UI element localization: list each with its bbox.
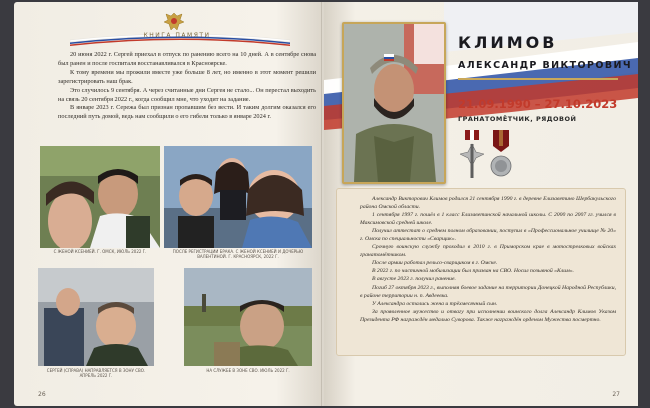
- photo-caption: С ЖЕНОЙ КСЕНИЕЙ. Г. ОМСК, ИЮЛЬ 2022 Г.: [53, 249, 147, 254]
- paragraph: Александр Викторович Климов родился 21 сентября 1990 г. в деревне Елизаветино Шербакульского района Омской области.: [360, 196, 616, 211]
- paragraph: За проявленное мужество и отвагу при исполнении воинского долга Александр Климов Указом Президента РФ награждён медалью Суворова. Также награждён орденом Мужества посмертно.: [360, 308, 616, 323]
- page-number: 26: [38, 391, 46, 398]
- gold-divider: [458, 78, 618, 80]
- photo-couple-selfie: [40, 146, 160, 248]
- portrait-frame: [342, 22, 446, 184]
- photo-airplane: [38, 268, 154, 366]
- paragraph: У Александра остались жена и трёхмесячный сын.: [372, 300, 498, 307]
- photo-field-service: [184, 268, 312, 366]
- photo-caption: ПОСЛЕ РЕГИСТРАЦИИ БРАКА. С ЖЕНОЙ КСЕНИЕЙ И ДОЧЕРЬЮ ВАЛЕНТИНОЙ. Г. КРАСНОЯРСК, 2022 Г.: [172, 249, 304, 259]
- paragraph: В январе 2023 г. Сережа был признан пропавшим без вести. И таким долгим оказался его последний путь домой, ведь нам сообщили о его гибели только в январе 2024 г.: [58, 104, 316, 121]
- biography-text: [360, 195, 616, 324]
- life-dates: 21.09.1990 – 27.10.2023: [458, 97, 618, 111]
- rank-label: ГРАНАТОМЁТЧИК, РЯДОВОЙ: [458, 115, 577, 123]
- book-title: КНИГА ПАМЯТИ: [143, 32, 211, 39]
- suvorov-medal-icon: [490, 130, 512, 184]
- paragraph: 20 июня 2022 г. Сергей приехал в отпуск по ранению всего на 10 дней. А в сентябре снова был ранен и после госпиталя восстанавливался в Красноярске.: [58, 51, 316, 67]
- surname-heading: КЛИМОВ: [458, 33, 558, 52]
- paragraph: Срочную воинскую службу проходил в 2010 г. в Приморском крае в мотострелковых войсках гранатомётчиком.: [360, 244, 616, 259]
- photo-caption: НА СЛУЖБЕ В ЗОНЕ СВО. ИЮЛЬ 2022 Г.: [206, 368, 290, 373]
- photo-caption: СЕРГЕЙ (СПРАВА) НАПРАВЛЯЕТСЯ В ЗОНУ СВО. АПРЕЛЬ 2022 Г.: [46, 368, 146, 378]
- paragraph: В 2022 г. по частичной мобилизации был призван на СВО. Носил позывной «Клим».: [372, 268, 574, 275]
- left-page: [14, 2, 322, 406]
- paragraph: После армии работал рельсо-сварщиком в г. Омске.: [372, 260, 498, 267]
- left-page-text: [58, 51, 316, 122]
- paragraph: 1 сентября 1997 г. пошёл в 1 класс Елизаветинской начальной школы. С 2000 по 2007 гг. учился в Максимовской средней школе.: [360, 212, 616, 227]
- eagle-emblem-icon: [162, 10, 186, 32]
- right-page: [324, 2, 638, 406]
- paragraph: Это случилось 9 сентября. А через считанные дни Сергея не стало... Он перестал выходить на связь 20 сентября 2022 г., когда сообщил мне, что уходит на задание.: [58, 86, 316, 103]
- paragraph: В августе 2023 г. получил ранение.: [372, 276, 456, 283]
- paragraph: Получил аттестат о среднем полном образовании, поступил в «Профессиональное училище № 20» г. Омска по специальности «Сварщик».: [360, 228, 616, 243]
- portrait-photo: [344, 24, 444, 182]
- page-number: 27: [612, 391, 620, 398]
- given-names-heading: АЛЕКСАНДР ВИКТОРОВИЧ: [458, 60, 632, 71]
- photo-wedding: [164, 146, 312, 248]
- paragraph: К тому времени мы прожили вместе уже больше 8 лет, но именно в этот момент решили зарегистрировать наш брак.: [58, 68, 316, 85]
- order-of-courage-icon: [460, 130, 484, 182]
- paragraph: Погиб 27 октября 2023 г., выполняя боевое задание на территории Донецкой Народной Республики, в районе территории н. п. Авдеевка.: [360, 284, 616, 299]
